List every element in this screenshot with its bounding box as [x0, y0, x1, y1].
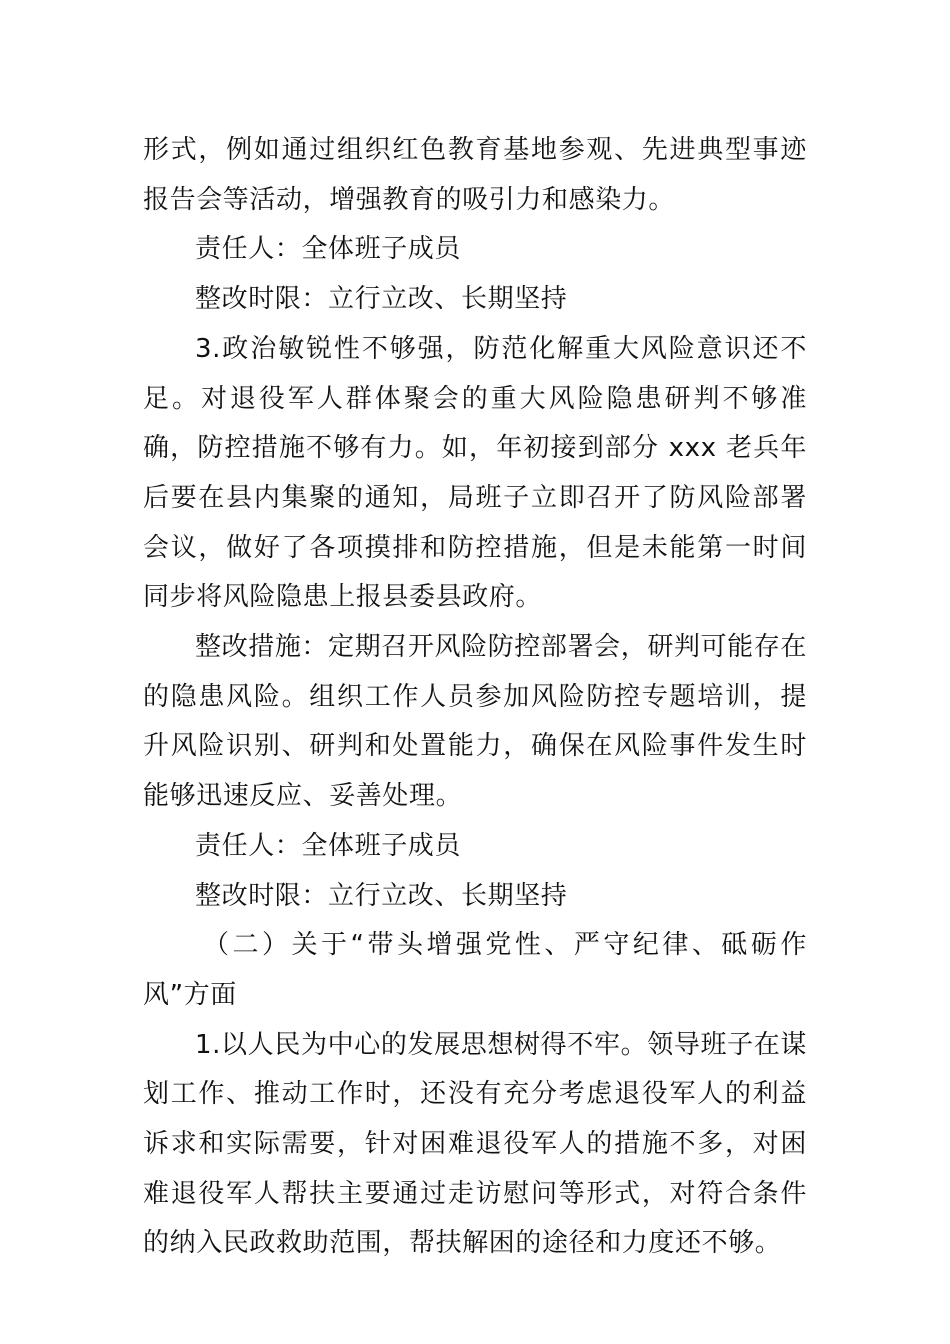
section-heading: （二）关于“带头增强党性、严守纪律、砥砺作风”方面	[143, 930, 807, 1010]
deadline-line: 整改时限：立行立改、长期坚持	[195, 284, 568, 315]
issue-3-paragraph: 3.政治敏锐性不够强，防范化解重大风险意识还不足。对退役军人群体聚会的重大风险隐患研判不够准确，防控措施不够有力。如，年初接到部分 xxx 老兵年后要在县内集聚的通知，局班子立即召开了防风险部署会议，做好了各项摸排和防控措施，但是未能第一时间同步将风险隐患上报县委县政府。	[143, 333, 807, 613]
responsible-person-line: 责任人：全体班子成员	[195, 830, 462, 861]
deadline-line: 整改时限：立行立改、长期坚持	[195, 880, 568, 911]
rectification-measures-paragraph: 整改措施：定期召开风险防控部署会，研判可能存在的隐患风险。组织工作人员参加风险防控专题培训，提升风险识别、研判和处置能力，确保在风险事件发生时能够迅速反应、妥善处理。	[143, 632, 807, 812]
issue-1-paragraph: 1.以人民为中心的发展思想树得不牢。领导班子在谋划工作、推动工作时，还没有充分考虑退役军人的利益诉求和实际需要，针对困难退役军人的措施不多，对困难退役军人帮扶主要通过走访慰问等形式，对符合条件的纳入民政救助范围，帮扶解困的途径和力度还不够。	[143, 1029, 807, 1259]
document-body	[143, 126, 807, 1269]
paragraph-continuation: 形式，例如通过组织红色教育基地参观、先进典型事迹报告会等活动，增强教育的吸引力和感染力。	[143, 135, 807, 215]
responsible-person-line: 责任人：全体班子成员	[195, 234, 462, 265]
